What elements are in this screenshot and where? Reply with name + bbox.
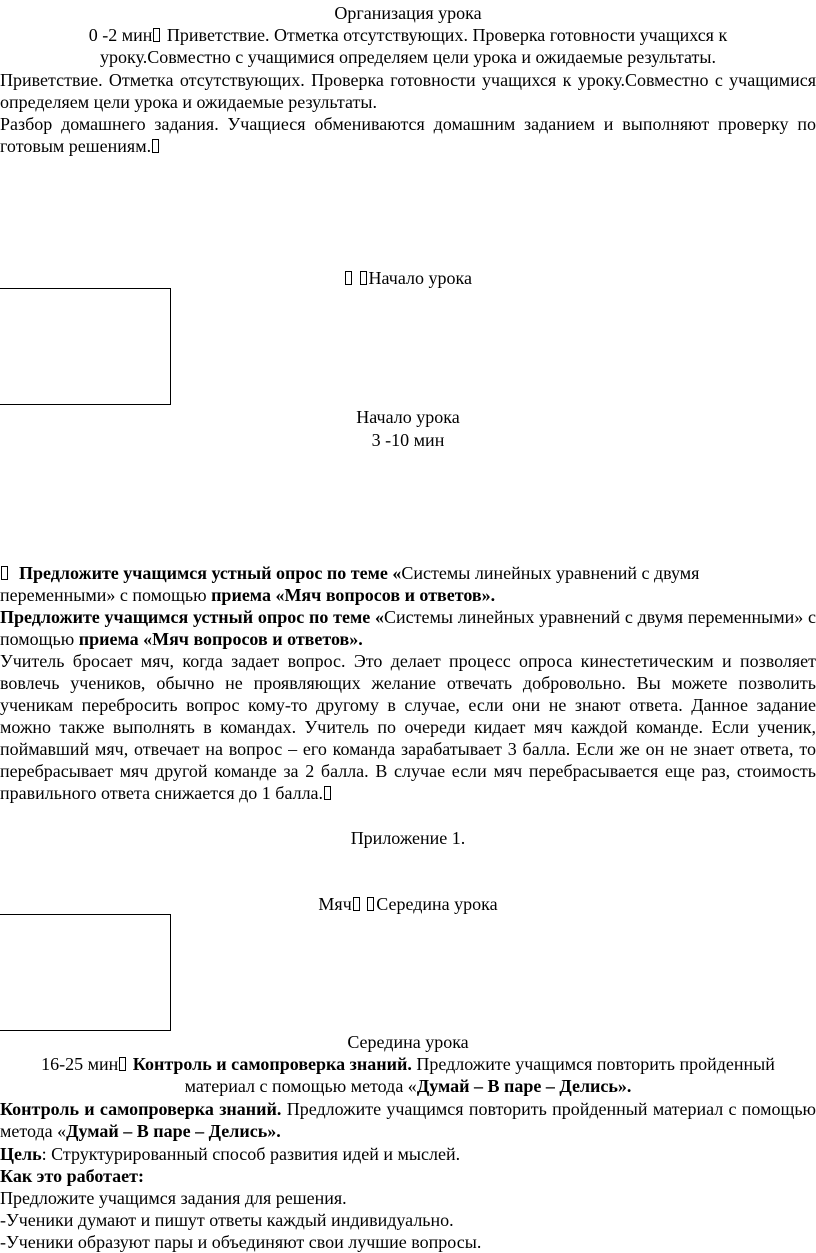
appendix-label: Приложение 1. [350,828,466,848]
question-bold-1: Предложите учащимся устный опрос по теме « [0,607,384,627]
stage2-heading: Начало урока [356,407,460,427]
missing-glyph-icon [1,566,8,580]
stage2-body [0,650,816,804]
stage3-label-text: Середина урока [376,894,498,914]
image-placeholder-box [0,914,171,1031]
stage1-summary-text1: Приветствие. Отметка отсутствующих. Проверка готовности учащихся к [166,25,728,45]
step-item: -Ученики образуют пары и объединяют свои лучшие вопросы. [0,1232,482,1252]
missing-glyph-icon [360,271,367,285]
stage3-plain-1: Предложите учащимся повторить пройденный материал с помощью метода « [0,1099,816,1141]
stage3-bold-2: Думай – В паре – Делись». [66,1121,281,1141]
how-label-text: Как это работает: [0,1166,144,1186]
stage1-paragraph-2 [0,113,816,157]
stage2-question-intro [0,562,816,606]
question-bold-1: Предложите учащимся устный опрос по теме « [19,563,402,583]
question-bold-2: приема «Мяч вопросов и ответов». [211,585,496,605]
question-bold-2: приема «Мяч вопросов и ответов». [78,629,363,649]
stage2-label [0,267,816,289]
missing-glyph-icon [324,786,331,800]
stage2-question [0,606,816,650]
missing-glyph-icon [119,1057,126,1071]
stage3-bold-2: Думай – В паре – Делись». [416,1076,632,1096]
stage3-paragraph [0,1098,816,1142]
stage3-heading: Середина урока [347,1032,469,1052]
stage2-time: 3 -10 мин [371,430,445,450]
image-placeholder-box [0,288,171,405]
stage3-time: 16-25 мин [41,1054,119,1074]
missing-glyph-icon [345,271,352,285]
missing-glyph-icon [152,139,159,153]
goal-text: : Структурированный способ развития идей и мыслей. [41,1144,461,1164]
stage2-body-text: Учитель бросает мяч, когда задает вопрос. Это делает процесс опроса кинестетическим и позволяет вовлечь учеников, обычно не проявляющих желание отвечать добровольно. Вы можете позволить ученикам перебросить вопрос кому-то другому в случае, если они не знают ответа. Данное задание можно также выполнять в командах. Учитель по очереди кидает мяч каждой команде. Если ученик, поймавший мяч, отвечает на вопрос – его команда зарабатывает 3 балла. Если же он не знает ответа, то перебрасывает мяч другой команде за 2 балла. В случае если мяч перебрасывается еще раз, стоимость правильного ответа снижается до 1 балла. [0,651,816,803]
how-label [0,1165,816,1187]
stage3-label [0,893,816,915]
stage3-centered-line1 [0,1053,816,1075]
stage2-label-text: Начало урока [368,268,472,288]
stage1-paragraph-2-text: Разбор домашнего задания. Учащиеся обмениваются домашним заданием и выполняют проверку по готовым решениям. [0,114,816,156]
stage3-bold-1: Контроль и самопроверка знаний. [132,1054,412,1074]
stage3-plain-1a: Предложите учащимся повторить пройденный [411,1054,775,1074]
goal-line [0,1143,816,1165]
stage1-paragraph-1: Приветствие. Отметка отсутствующих. Проверка готовности учащихся к уроку.Совместно с учащимися определяем цели урока и ожидаемые результаты. [0,70,816,112]
goal-label: Цель [0,1144,42,1164]
stage3-centered-line2 [0,1075,816,1097]
question-mid: » с помощью [106,585,212,605]
question-mid: » с помощью [0,607,816,649]
question-topic: Системы линейных уравнений с двумя переменными [383,607,795,627]
stage1-summary-line2: уроку.Совместно с учащимися определяем цели урока и ожидаемые результаты. [100,47,716,67]
page-title: Организация урока [334,3,482,23]
question-topic: Системы линейных уравнений с двумя переменными [0,563,700,605]
stage3-bold-1: Контроль и самопроверка знаний. [0,1099,282,1119]
stage3-plain-1b: материал с помощью метода « [184,1076,417,1096]
missing-glyph-icon [353,897,360,911]
step-item: Предложите учащимся задания для решения. [0,1188,347,1208]
step-item: -Ученики думают и пишут ответы каждый индивидуально. [0,1210,454,1230]
missing-glyph-icon [153,28,160,42]
stage1-summary-line1 [0,24,816,46]
missing-glyph-icon [367,897,374,911]
ball-label: Мяч [318,894,352,914]
stage1-time: 0 -2 мин [88,25,153,45]
